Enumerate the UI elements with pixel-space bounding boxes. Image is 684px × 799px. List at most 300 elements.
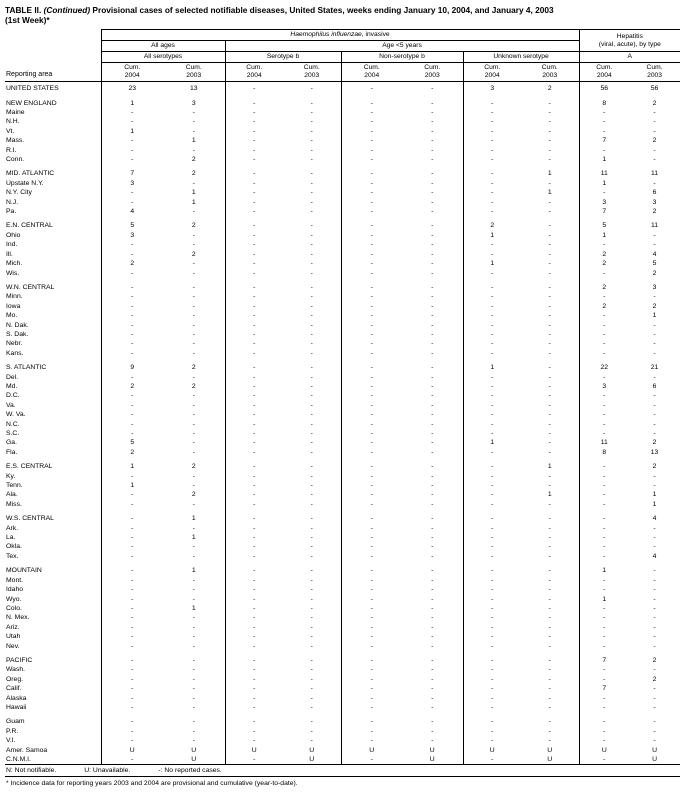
value-cell: 1 [547, 491, 552, 499]
value-cell: - [101, 188, 163, 197]
value-cell: - [653, 349, 656, 357]
table-row [5, 391, 680, 400]
reporting-area-cell: N. Mex. [6, 614, 30, 622]
cum-label: Cum. [596, 64, 613, 71]
value-cell: - [579, 642, 629, 651]
value-cell: - [341, 542, 402, 551]
table-row [5, 613, 680, 622]
value-cell: - [653, 179, 656, 187]
value-cell: - [431, 586, 434, 594]
value-cell: - [101, 136, 163, 145]
value-cell: 2 [101, 259, 163, 268]
value-cell: - [431, 156, 434, 164]
value-cell: - [579, 632, 629, 641]
table-row [5, 746, 680, 755]
value-cell: - [310, 137, 313, 145]
value-cell: - [192, 675, 195, 683]
value-cell: - [310, 109, 313, 116]
value-cell: - [463, 269, 521, 278]
value-cell: 7 [579, 651, 629, 665]
table-row [5, 231, 680, 240]
value-cell: - [548, 656, 551, 664]
value-cell: - [341, 164, 402, 178]
value-cell: - [225, 292, 283, 301]
header-row-years [5, 63, 680, 82]
value-cell: - [341, 472, 402, 481]
value-cell: - [431, 482, 434, 490]
value-cell: - [101, 613, 163, 622]
value-cell: 1 [579, 561, 629, 575]
all-serotypes-header: All serotypes [101, 52, 225, 63]
value-cell: - [192, 694, 195, 702]
value-cell: - [192, 586, 195, 594]
value-cell: - [579, 694, 629, 703]
value-cell: - [310, 179, 313, 187]
value-cell: 2 [579, 259, 629, 268]
value-cell: - [192, 500, 195, 508]
value-cell: - [463, 623, 521, 632]
value-cell: - [225, 524, 283, 533]
table-header [5, 30, 680, 82]
reporting-area-cell: Upstate N.Y. [6, 179, 44, 187]
value-cell: - [463, 712, 521, 726]
value-cell: - [341, 613, 402, 622]
value-cell: - [431, 694, 434, 702]
value-cell: - [579, 481, 629, 490]
value-cell: - [225, 302, 283, 311]
value-cell: - [101, 401, 163, 410]
value-cell: - [548, 222, 551, 230]
table-row [5, 561, 680, 575]
table-row [5, 623, 680, 632]
value-cell: - [101, 675, 163, 684]
table-row [5, 524, 680, 533]
value-cell: - [101, 490, 163, 499]
year-label: 2003 [424, 71, 440, 79]
value-cell: - [463, 542, 521, 551]
value-cell: - [463, 561, 521, 575]
value-cell: 1 [579, 231, 629, 240]
value-cell: 3 [463, 82, 521, 94]
value-cell: 3 [101, 231, 163, 240]
value-cell: - [653, 118, 656, 126]
value-cell: - [192, 118, 195, 126]
value-cell: 2 [191, 382, 196, 390]
reporting-area-cell: Wis. [6, 269, 20, 277]
value-cell: - [463, 382, 521, 391]
reporting-area-cell: NEW ENGLAND [6, 99, 57, 107]
value-cell: 2 [652, 137, 657, 145]
value-cell: - [310, 283, 313, 291]
value-cell: U [463, 746, 521, 755]
value-cell: - [579, 321, 629, 330]
value-cell: - [341, 651, 402, 665]
value-cell: 2 [579, 250, 629, 259]
value-cell: - [579, 330, 629, 339]
value-cell: - [579, 490, 629, 499]
value-cell: - [341, 382, 402, 391]
value-cell: - [310, 500, 313, 508]
value-cell: 1 [101, 481, 163, 490]
table-row [5, 82, 680, 94]
value-cell: - [225, 457, 283, 471]
value-cell: - [225, 164, 283, 178]
value-cell: - [225, 472, 283, 481]
reporting-area-cell: N.H. [6, 118, 20, 126]
value-cell: - [101, 552, 163, 561]
value-cell: - [653, 392, 656, 400]
value-cell: - [310, 293, 313, 301]
value-cell: - [653, 109, 656, 116]
value-cell: - [431, 703, 434, 711]
value-cell: - [653, 472, 656, 480]
value-cell: - [310, 586, 313, 594]
value-cell: 3 [579, 382, 629, 391]
value-cell: 2 [652, 302, 657, 310]
value-cell: - [341, 410, 402, 419]
reporting-area-cell: Nebr. [6, 340, 23, 348]
value-cell: 1 [579, 155, 629, 164]
value-cell: - [463, 736, 521, 745]
value-cell: - [579, 703, 629, 712]
value-cell: - [431, 552, 434, 560]
value-cell: - [101, 278, 163, 292]
value-cell: 1 [463, 358, 521, 372]
value-cell: - [579, 675, 629, 684]
value-cell: - [653, 614, 656, 622]
value-cell: - [225, 490, 283, 499]
value-cell: - [431, 430, 434, 437]
value-cell: - [225, 198, 283, 207]
value-cell: - [310, 567, 313, 575]
value-cell: - [431, 576, 434, 584]
value-cell: 2 [191, 463, 196, 471]
value-cell: - [341, 302, 402, 311]
value-cell: - [548, 448, 551, 456]
value-cell: 2 [652, 269, 657, 277]
table-row [5, 94, 680, 108]
table-row [5, 642, 680, 651]
value-cell: - [548, 118, 551, 126]
value-cell: - [225, 188, 283, 197]
value-cell: - [653, 576, 656, 584]
value-cell: - [192, 633, 195, 641]
value-cell: - [101, 146, 163, 155]
value-cell: - [341, 561, 402, 575]
value-cell: U [521, 755, 579, 765]
table-row [5, 216, 680, 230]
value-cell: - [225, 311, 283, 320]
value-cell: - [341, 231, 402, 240]
value-cell: - [653, 737, 656, 745]
value-cell: - [579, 712, 629, 726]
value-cell: - [548, 330, 551, 338]
reporting-area-cell: N.J. [6, 198, 19, 206]
value-cell: - [225, 339, 283, 348]
value-cell: - [463, 373, 521, 382]
value-cell: - [653, 430, 656, 437]
value-cell: - [341, 642, 402, 651]
value-cell: - [341, 240, 402, 249]
table-row [5, 117, 680, 126]
value-cell: - [463, 490, 521, 499]
value-cell: - [653, 340, 656, 348]
value-cell: - [463, 94, 521, 108]
value-cell: - [192, 231, 195, 239]
reporting-area-cell: Maine [6, 109, 25, 116]
value-cell: 22 [579, 358, 629, 372]
table-row [5, 490, 680, 499]
value-cell: - [101, 240, 163, 249]
value-cell: - [341, 665, 402, 674]
value-cell: 4 [652, 552, 657, 560]
reporting-area-cell: Oreg. [6, 675, 23, 683]
reporting-area-cell: Colo. [6, 604, 22, 612]
value-cell: - [463, 391, 521, 400]
value-cell: - [341, 82, 402, 94]
value-cell: 1 [191, 567, 196, 575]
value-cell: 4 [652, 515, 657, 523]
table-row [5, 358, 680, 372]
value-cell: - [310, 420, 313, 428]
value-cell: - [310, 222, 313, 230]
value-cell: - [431, 472, 434, 480]
reporting-area-cell: Md. [6, 382, 18, 390]
hflu-group-header [101, 30, 579, 41]
value-cell: - [579, 576, 629, 585]
value-cell: - [431, 364, 434, 372]
reporting-area-cell: Del. [6, 373, 19, 381]
value-cell: - [225, 330, 283, 339]
table-row [5, 481, 680, 490]
title-continued: (Continued) [43, 5, 91, 15]
value-cell: - [192, 727, 195, 735]
value-cell: - [548, 524, 551, 532]
value-cell: - [310, 349, 313, 357]
value-cell: - [579, 524, 629, 533]
value-cell: - [463, 524, 521, 533]
value-cell: - [310, 401, 313, 409]
value-cell: - [310, 208, 313, 216]
value-cell: - [225, 542, 283, 551]
value-cell: - [548, 260, 551, 268]
value-cell: - [225, 94, 283, 108]
reporting-area-cell: N.C. [6, 420, 20, 428]
value-cell: - [192, 576, 195, 584]
value-cell: - [463, 533, 521, 542]
value-cell: - [341, 438, 402, 447]
value-cell: 1 [101, 127, 163, 136]
value-cell: - [463, 457, 521, 471]
value-cell: - [653, 604, 656, 612]
value-cell: - [225, 240, 283, 249]
value-cell: - [463, 311, 521, 320]
table-row [5, 321, 680, 330]
value-cell: - [463, 727, 521, 736]
value-cell: - [341, 349, 402, 358]
value-cell: - [463, 136, 521, 145]
value-cell: - [310, 340, 313, 348]
value-cell: - [192, 472, 195, 480]
reporting-area-cell: Wyo. [6, 595, 22, 603]
value-cell: - [341, 391, 402, 400]
value-cell: - [192, 614, 195, 622]
value-cell: - [310, 685, 313, 693]
value-cell: - [101, 542, 163, 551]
year-label: 2004 [484, 71, 500, 79]
value-cell: - [431, 439, 434, 447]
value-cell: - [431, 293, 434, 301]
value-cell: - [101, 665, 163, 674]
value-cell: - [579, 552, 629, 561]
value-cell: - [579, 292, 629, 301]
value-cell: - [463, 349, 521, 358]
value-cell: U [309, 746, 315, 754]
table-row [5, 736, 680, 745]
value-cell: - [310, 718, 313, 726]
value-cell: - [463, 613, 521, 622]
value-cell: 1 [652, 500, 657, 508]
hflu-rest-label: , invasive [361, 31, 390, 38]
value-cell: - [192, 656, 195, 664]
value-cell: - [225, 216, 283, 230]
value-cell: - [310, 482, 313, 490]
table-row [5, 542, 680, 551]
table-row [5, 108, 680, 117]
value-cell: - [341, 675, 402, 684]
table-row [5, 457, 680, 471]
value-cell: - [101, 155, 163, 164]
value-cell: - [548, 364, 551, 372]
value-cell: - [310, 250, 313, 258]
value-cell: - [579, 410, 629, 419]
table-row [5, 651, 680, 665]
value-cell: - [431, 623, 434, 631]
value-cell: - [579, 623, 629, 632]
value-cell: 2 [652, 208, 657, 216]
footnote-incidence: * Incidence data for reporting years 2003 and 2004 are provisional and cumulative (year-to-date). [6, 780, 298, 788]
value-cell: 1 [101, 94, 163, 108]
value-cell: - [192, 321, 195, 329]
value-cell: - [225, 576, 283, 585]
reporting-area-cell: Mass. [6, 137, 25, 145]
value-cell: - [310, 231, 313, 239]
value-cell: - [463, 302, 521, 311]
value-cell: - [192, 448, 195, 456]
value-cell: - [653, 694, 656, 702]
reporting-area-cell: Guam [6, 718, 25, 726]
value-cell: - [431, 189, 434, 197]
value-cell: - [101, 561, 163, 575]
value-cell: - [548, 231, 551, 239]
hflu-italic-label: Haemophilus influenzae [290, 31, 362, 38]
value-cell: - [548, 340, 551, 348]
value-cell: - [653, 241, 656, 249]
value-cell: - [225, 642, 283, 651]
reporting-area-cell: Alaska [6, 694, 27, 702]
value-cell: - [101, 623, 163, 632]
value-cell: 3 [652, 198, 657, 206]
reporting-area-cell: Kans. [6, 349, 24, 357]
value-cell: - [548, 595, 551, 603]
table-row [5, 207, 680, 216]
value-cell: - [341, 250, 402, 259]
value-cell: - [579, 373, 629, 382]
value-cell: - [310, 99, 313, 107]
value-cell: - [653, 685, 656, 693]
value-cell: - [101, 410, 163, 419]
value-cell: - [310, 694, 313, 702]
cum-label: Cum. [541, 64, 558, 71]
cum-label: Cum. [124, 64, 141, 71]
value-cell: - [431, 109, 434, 116]
value-cell: - [463, 694, 521, 703]
serotype-b-header: Serotype b [225, 52, 341, 63]
value-cell: - [431, 448, 434, 456]
reporting-area-cell: P.R. [6, 727, 19, 735]
value-cell: - [192, 146, 195, 154]
hepatitis-a-header: A [579, 52, 680, 63]
value-cell: - [341, 524, 402, 533]
value-cell: - [431, 241, 434, 249]
value-cell: - [548, 241, 551, 249]
value-cell: - [548, 543, 551, 551]
value-cell: - [463, 665, 521, 674]
value-cell: - [101, 472, 163, 481]
value-cell: - [101, 585, 163, 594]
value-cell: 1 [463, 259, 521, 268]
value-cell: - [548, 727, 551, 735]
value-cell: 2 [547, 85, 552, 93]
table-row [5, 164, 680, 178]
table-row [5, 632, 680, 641]
value-cell: 2 [579, 278, 629, 292]
footnote-dash: -: No reported cases. [158, 767, 222, 775]
value-cell: 6 [652, 382, 657, 390]
value-cell: - [548, 534, 551, 542]
value-cell: - [548, 576, 551, 584]
value-cell: - [463, 155, 521, 164]
value-cell: - [101, 391, 163, 400]
value-cell: - [225, 358, 283, 372]
value-cell: - [341, 481, 402, 490]
value-cell: - [431, 595, 434, 603]
year-label: 2003 [186, 71, 202, 79]
value-cell: - [101, 727, 163, 736]
value-cell: 1 [191, 189, 196, 197]
value-cell: - [548, 269, 551, 277]
value-cell: - [548, 312, 551, 320]
table-row [5, 703, 680, 712]
value-cell: - [548, 179, 551, 187]
value-cell: - [463, 240, 521, 249]
value-cell: - [463, 292, 521, 301]
value-cell: - [310, 439, 313, 447]
value-cell: - [431, 392, 434, 400]
table-row [5, 330, 680, 339]
value-cell: - [431, 401, 434, 409]
value-cell: - [310, 727, 313, 735]
footnote-definitions [5, 765, 680, 777]
value-cell: - [225, 481, 283, 490]
value-cell: - [341, 127, 402, 136]
value-cell: - [225, 117, 283, 126]
value-cell: - [341, 712, 402, 726]
value-cell: - [653, 411, 656, 419]
reporting-area-cell: V.I. [6, 737, 16, 745]
value-cell: 7 [579, 684, 629, 693]
value-cell: - [192, 737, 195, 745]
